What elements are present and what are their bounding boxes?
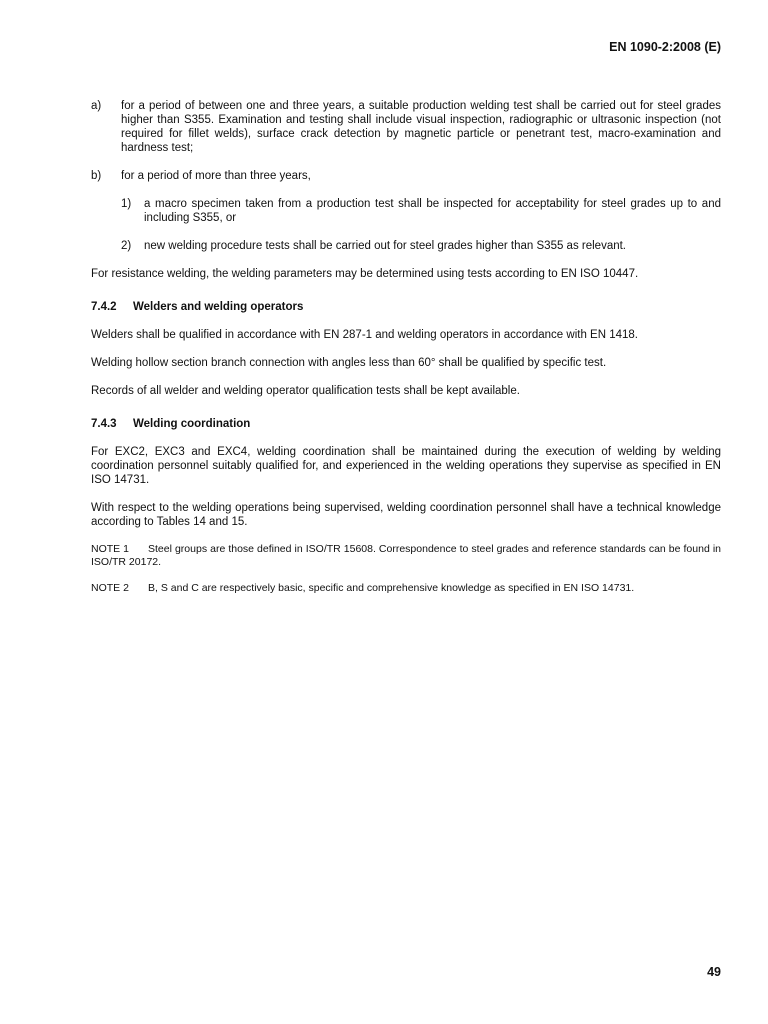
page-number: 49 — [707, 965, 721, 979]
note-label: NOTE 1 — [91, 543, 129, 555]
list-marker: b) — [91, 170, 102, 182]
section-number: 7.4.3 — [91, 418, 117, 430]
sub-list-marker: 1) — [121, 198, 132, 210]
sub-list-item-text: new welding procedure tests shall be carried out for steel grades higher than S355 as relevant. — [144, 240, 627, 252]
paragraph: Welders shall be qualified in accordance with EN 287-1 and welding operators in accordance with EN 1418. — [91, 329, 638, 341]
note-label: NOTE 2 — [91, 582, 129, 594]
paragraph: With respect to the welding operations being supervised, welding coordination personnel shall have a technical knowledge according to Tables 14 and 15. — [91, 502, 721, 528]
resistance-welding-paragraph: For resistance welding, the welding parameters may be determined using tests according to EN ISO 10447. — [91, 268, 639, 280]
list-item-text: for a period of more than three years, — [121, 170, 311, 182]
sub-list-item — [121, 239, 721, 253]
document-page — [91, 0, 721, 1024]
section-heading-7-4-2 — [91, 300, 721, 314]
sub-list-item-text: a macro specimen taken from a production test shall be inspected for acceptability for steel grades up to and including S355, or — [144, 198, 721, 224]
page-content — [91, 99, 721, 608]
list-item-text: for a period of between one and three years, a suitable production welding test shall be carried out for steel grades higher than S355. Examination and testing shall include visual inspection, radiographic or ultrasonic inspection (not required for fillet welds), surface crack detection by magnetic particle or penetrant test, macro-examination and hardness test; — [121, 100, 721, 154]
sub-list-marker: 2) — [121, 240, 132, 252]
note-text: B, S and C are respectively basic, specific and comprehensive knowledge as specified in EN ISO 14731. — [148, 582, 635, 594]
paragraph: Welding hollow section branch connection with angles less than 60° shall be qualified by specific test. — [91, 357, 607, 369]
paragraph: Records of all welder and welding operator qualification tests shall be kept available. — [91, 385, 520, 397]
section-title: Welders and welding operators — [133, 301, 304, 313]
document-identifier: EN 1090-2:2008 (E) — [609, 40, 721, 54]
section-heading-7-4-3 — [91, 417, 721, 431]
paragraph: For EXC2, EXC3 and EXC4, welding coordination shall be maintained during the execution of welding by welding coordination personnel suitably qualified for, and experienced in the welding operations they supervise as specified in EN ISO 14731. — [91, 446, 721, 486]
list-marker: a) — [91, 100, 102, 112]
sub-list-item — [121, 197, 721, 225]
note-2 — [91, 582, 721, 595]
note-text: Steel groups are those defined in ISO/TR 15608. Correspondence to steel grades and reference standards can be found in ISO/TR 20172. — [91, 543, 721, 568]
section-title: Welding coordination — [133, 418, 251, 430]
list-item — [91, 169, 721, 183]
section-number: 7.4.2 — [91, 301, 117, 313]
list-item — [91, 99, 721, 155]
note-1 — [91, 543, 721, 569]
